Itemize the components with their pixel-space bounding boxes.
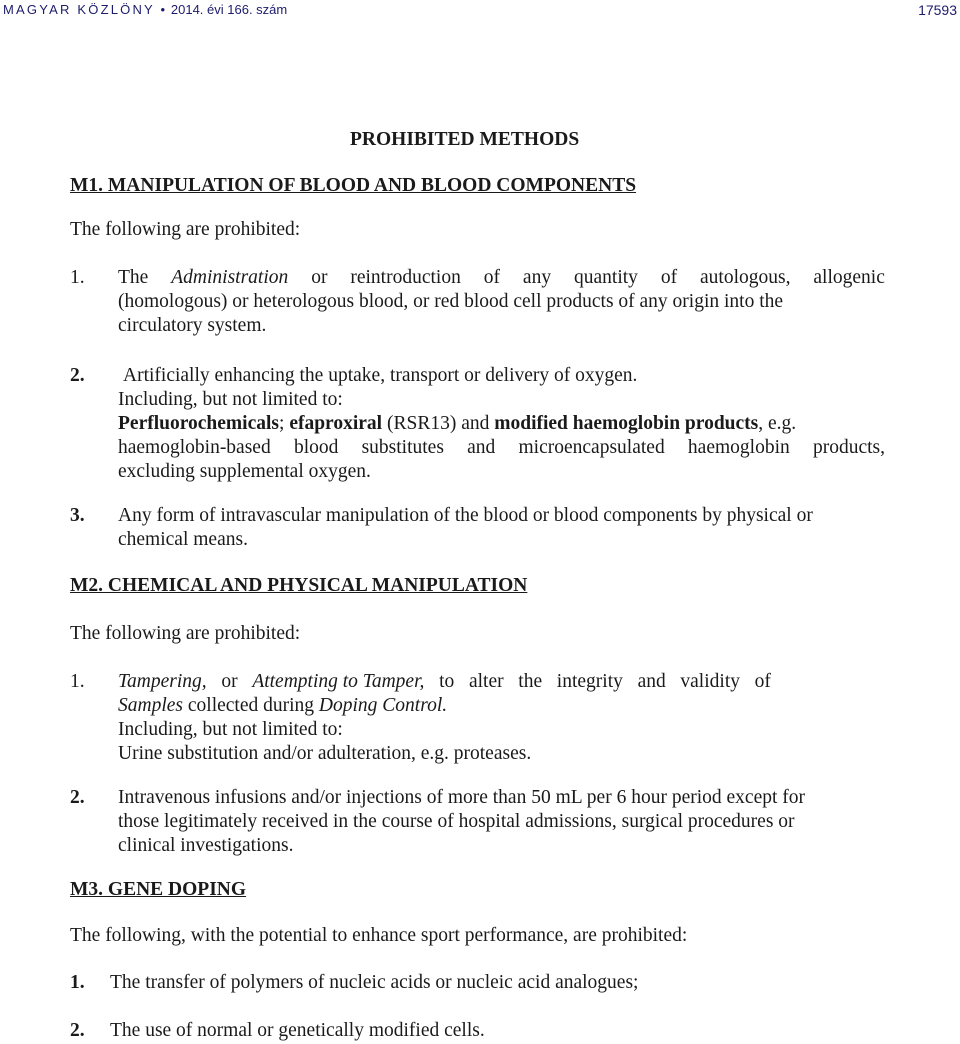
issue-label: 2014. évi 166. szám bbox=[170, 2, 288, 17]
word: haemoglobin-based bbox=[118, 437, 271, 458]
m1-item2-line5: excluding supplemental oxygen. bbox=[118, 461, 371, 482]
term-samples: Samples bbox=[118, 695, 183, 716]
word: or bbox=[221, 671, 238, 692]
header-bullet: • bbox=[160, 2, 166, 17]
word: or bbox=[311, 267, 328, 288]
m1-item1-line3: circulatory system. bbox=[118, 315, 267, 336]
page-title: PROHIBITED METHODS bbox=[350, 129, 580, 150]
item-number: 1. bbox=[70, 671, 85, 692]
word: alter bbox=[468, 671, 504, 692]
page-number: 17593 bbox=[918, 2, 957, 18]
word: of bbox=[660, 267, 678, 288]
m1-item2-text bbox=[118, 364, 885, 484]
m1-item3-text bbox=[118, 504, 885, 552]
m1-item1-line2: (homologous) or heterologous blood, or red blood cell products of any origin into the bbox=[118, 291, 784, 312]
word: any bbox=[522, 267, 552, 288]
term-modified-haemoglobin: modified haemoglobin products bbox=[494, 413, 759, 434]
word: products, bbox=[812, 437, 885, 458]
text: collected during bbox=[183, 695, 319, 716]
word: and bbox=[637, 671, 666, 692]
item-number: 2. bbox=[70, 1020, 85, 1041]
m2-item1-line4: Urine substitution and/or adulteration, e.g. proteases. bbox=[118, 743, 532, 764]
item-number: 2. bbox=[70, 787, 85, 808]
m2-item1-line3: Including, but not limited to: bbox=[118, 719, 343, 740]
term-doping-control: Doping Control. bbox=[318, 695, 448, 716]
word: the bbox=[518, 671, 543, 692]
m3-item1-text: The transfer of polymers of nucleic acids or nucleic acid analogues; bbox=[110, 972, 639, 993]
m1-item1-text bbox=[118, 266, 885, 338]
word: blood bbox=[293, 437, 339, 458]
word: of bbox=[754, 671, 771, 692]
journal-name: MAGYAR KÖZLÖNY bbox=[3, 2, 155, 17]
item-number: 1. bbox=[70, 267, 85, 288]
m2-item2-line2: those legitimately received in the course of hospital admissions, surgical procedures or bbox=[118, 811, 795, 832]
page-header bbox=[0, 0, 960, 22]
m2-item1-text bbox=[118, 670, 773, 766]
word: and bbox=[467, 437, 496, 458]
section-heading-m3: M3. GENE DOPING bbox=[70, 879, 247, 900]
item-number: 1. bbox=[70, 972, 85, 993]
text: , e.g. bbox=[758, 413, 797, 434]
word-administration: Administration bbox=[171, 267, 289, 288]
section-heading-m1: M1. MANIPULATION OF BLOOD AND BLOOD COMPONENTS bbox=[70, 175, 637, 196]
term-perfluorochemicals: Perfluorochemicals bbox=[118, 413, 280, 434]
m2-item2-text bbox=[118, 786, 885, 858]
word: reintroduction bbox=[350, 267, 461, 288]
m1-intro: The following are prohibited: bbox=[70, 219, 301, 240]
item-number: 2. bbox=[70, 365, 85, 386]
m1-item2-line1: Artificially enhancing the uptake, transport or delivery of oxygen. bbox=[123, 365, 638, 386]
item-number: 3. bbox=[70, 505, 85, 526]
m2-item2-line1: Intravenous infusions and/or injections of more than 50 mL per 6 hour period except for bbox=[118, 787, 806, 808]
word: The bbox=[118, 267, 149, 288]
word: autologous, bbox=[700, 267, 791, 288]
word: allogenic bbox=[813, 267, 885, 288]
m2-item2-line3: clinical investigations. bbox=[118, 835, 294, 856]
word: haemoglobin bbox=[687, 437, 790, 458]
m1-item1-line1 bbox=[118, 266, 885, 290]
m1-item2-line3 bbox=[118, 412, 885, 436]
word: substitutes bbox=[361, 437, 444, 458]
m2-intro: The following are prohibited: bbox=[70, 623, 301, 644]
term-attempting-to-tamper: Attempting to Tamper, bbox=[252, 671, 425, 692]
section-heading-m2: M2. CHEMICAL AND PHYSICAL MANIPULATION bbox=[70, 575, 528, 596]
word: integrity bbox=[556, 671, 623, 692]
word: validity bbox=[680, 671, 740, 692]
separator: ; bbox=[279, 413, 290, 434]
word: to bbox=[439, 671, 455, 692]
word: quantity bbox=[574, 267, 638, 288]
term-efaproxiral: efaproxiral bbox=[289, 413, 383, 434]
word: of bbox=[483, 267, 500, 288]
m3-item2-text: The use of normal or genetically modified cells. bbox=[110, 1020, 485, 1041]
text: (RSR13) and bbox=[382, 413, 495, 434]
m3-intro: The following, with the potential to enhance sport performance, are prohibited: bbox=[70, 925, 688, 946]
m1-item3-line2: chemical means. bbox=[118, 529, 248, 550]
m1-item2-line4 bbox=[118, 436, 885, 460]
m2-item1-line2 bbox=[118, 694, 773, 718]
journal-title bbox=[3, 2, 287, 17]
m1-item3-line1: Any form of intravascular manipulation of the blood or blood components by physical or bbox=[118, 505, 813, 526]
term-tampering: Tampering, bbox=[118, 671, 207, 692]
m2-item1-line1 bbox=[118, 670, 771, 694]
m1-item2-line2: Including, but not limited to: bbox=[118, 389, 343, 410]
word: microencapsulated bbox=[518, 437, 665, 458]
